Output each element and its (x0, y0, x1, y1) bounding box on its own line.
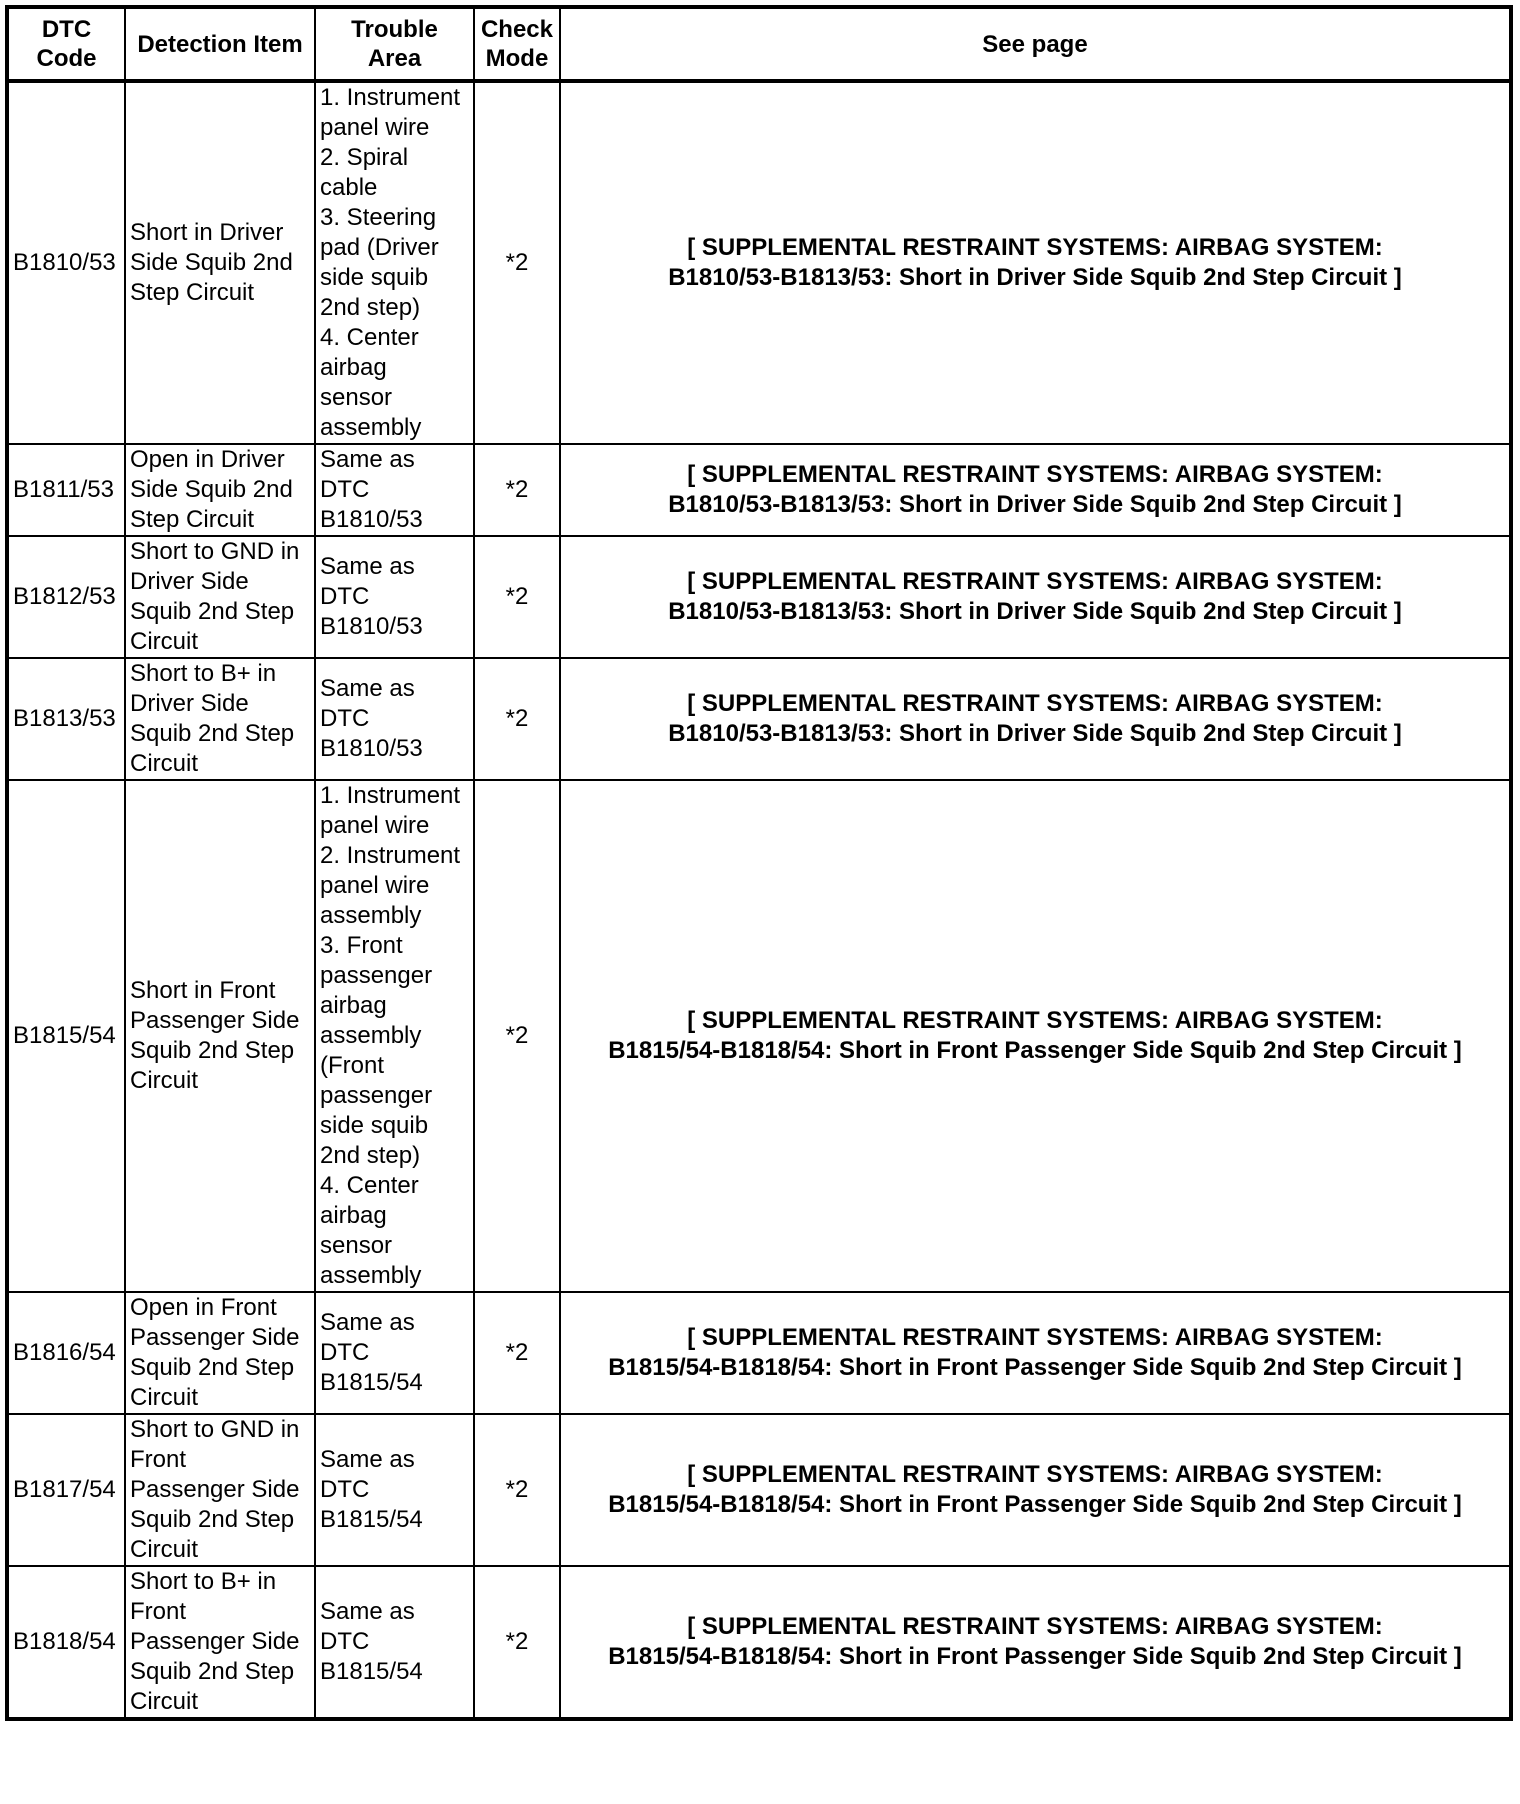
trouble-area-line: DTC (320, 705, 370, 732)
detection-item-line: Squib 2nd Step (130, 1037, 295, 1064)
detection-item-line: Driver Side (130, 690, 249, 717)
trouble-area-cell (315, 1566, 474, 1719)
detection-item-cell (125, 444, 315, 536)
trouble-area-line: pad (Driver (320, 234, 439, 261)
table-row (7, 1566, 1511, 1719)
check-mode-cell: *2 (474, 780, 560, 1292)
detection-item-line: Squib 2nd Step (130, 1658, 295, 1685)
trouble-area-cell (315, 1292, 474, 1414)
trouble-area-line: sensor (320, 384, 393, 411)
trouble-area-line: assembly (320, 1022, 422, 1049)
check-mode-cell: *2 (474, 81, 560, 444)
detection-item-line: Open in Driver (130, 446, 285, 473)
check-mode-cell: *2 (474, 444, 560, 536)
detection-item-line: Side Squib 2nd (130, 249, 293, 276)
trouble-area-line: airbag (320, 1202, 387, 1229)
trouble-area-line: 1. Instrument (320, 782, 461, 809)
detection-item-line: Front (130, 1446, 187, 1473)
table-row (7, 81, 1511, 444)
detection-item-line: Circuit (130, 1384, 199, 1411)
detection-item-cell (125, 1292, 315, 1414)
trouble-area-line: passenger (320, 962, 433, 989)
see-page-reference-line: B1810/53-B1813/53: Short in Driver Side Squib 2nd Step Circuit ] (668, 720, 1402, 747)
detection-item-line: Squib 2nd Step (130, 1354, 295, 1381)
header-check-mode-line: Check (480, 16, 554, 43)
see-page-reference-line: [ SUPPLEMENTAL RESTRAINT SYSTEMS: AIRBAG SYSTEM: (687, 461, 1383, 488)
trouble-area-line: airbag (320, 354, 387, 381)
header-dtc-code-line: Code (36, 45, 97, 72)
dtc-code-cell: B1810/53 (7, 81, 125, 444)
trouble-area-line: Same as (320, 1598, 415, 1625)
detection-item-line: Circuit (130, 628, 199, 655)
trouble-area-line: 4. Center (320, 1172, 419, 1199)
trouble-area-line: DTC (320, 1476, 370, 1503)
header-dtc-code (7, 7, 125, 81)
see-page-reference-line: B1815/54-B1818/54: Short in Front Passenger Side Squib 2nd Step Circuit ] (608, 1491, 1462, 1518)
header-trouble-area-line: Area (367, 45, 422, 72)
trouble-area-line: (Front (320, 1052, 385, 1079)
header-detection-item: Detection Item (125, 7, 315, 81)
detection-item-line: Short in Front (130, 977, 276, 1004)
trouble-area-line: Same as (320, 446, 415, 473)
trouble-area-line: DTC (320, 1339, 370, 1366)
detection-item-line: Squib 2nd Step (130, 598, 295, 625)
trouble-area-line: side squib (320, 1112, 429, 1139)
trouble-area-line: airbag (320, 992, 387, 1019)
trouble-area-line: Same as (320, 1446, 415, 1473)
trouble-area-line: B1810/53 (320, 506, 423, 533)
table-row (7, 1292, 1511, 1414)
see-page-reference-line: [ SUPPLEMENTAL RESTRAINT SYSTEMS: AIRBAG SYSTEM: (687, 1324, 1383, 1351)
trouble-area-line: 4. Center (320, 324, 419, 351)
trouble-area-line: assembly (320, 414, 422, 441)
trouble-area-line: assembly (320, 1262, 422, 1289)
detection-item-line: Step Circuit (130, 506, 255, 533)
trouble-area-line: DTC (320, 1628, 370, 1655)
trouble-area-line: DTC (320, 476, 370, 503)
check-mode-cell: *2 (474, 1414, 560, 1566)
trouble-area-line: B1810/53 (320, 613, 423, 640)
detection-item-cell (125, 1414, 315, 1566)
trouble-area-line: 2. Instrument (320, 842, 461, 869)
detection-item-line: Short in Driver (130, 219, 284, 246)
see-page-reference-line: B1810/53-B1813/53: Short in Driver Side Squib 2nd Step Circuit ] (668, 598, 1402, 625)
detection-item-line: Short to GND in (130, 1416, 300, 1443)
detection-item-line: Circuit (130, 1067, 199, 1094)
table-row (7, 536, 1511, 658)
see-page-reference-line: [ SUPPLEMENTAL RESTRAINT SYSTEMS: AIRBAG SYSTEM: (687, 568, 1383, 595)
trouble-area-line: assembly (320, 902, 422, 929)
see-page-cell (560, 1414, 1511, 1566)
check-mode-cell: *2 (474, 536, 560, 658)
see-page-reference-line: B1810/53-B1813/53: Short in Driver Side Squib 2nd Step Circuit ] (668, 264, 1402, 291)
header-check-mode-line: Mode (485, 45, 549, 72)
trouble-area-line: B1815/54 (320, 1369, 423, 1396)
see-page-cell (560, 780, 1511, 1292)
trouble-area-line: B1815/54 (320, 1658, 423, 1685)
table-row (7, 1414, 1511, 1566)
dtc-code-cell: B1812/53 (7, 536, 125, 658)
trouble-area-line: panel wire (320, 114, 430, 141)
trouble-area-line: B1810/53 (320, 735, 423, 762)
trouble-area-line: panel wire (320, 812, 430, 839)
detection-item-cell (125, 81, 315, 444)
detection-item-line: Open in Front (130, 1294, 277, 1321)
dtc-code-cell: B1816/54 (7, 1292, 125, 1414)
trouble-area-line: Same as (320, 675, 415, 702)
trouble-area-line: cable (320, 174, 378, 201)
trouble-area-line: 1. Instrument (320, 84, 461, 111)
trouble-area-line: 2nd step) (320, 1142, 421, 1169)
detection-item-line: Circuit (130, 1688, 199, 1715)
header-trouble-area (315, 7, 474, 81)
dtc-code-cell: B1815/54 (7, 780, 125, 1292)
trouble-area-cell (315, 444, 474, 536)
detection-item-line: Step Circuit (130, 279, 255, 306)
see-page-cell (560, 536, 1511, 658)
table-body (7, 81, 1511, 1719)
detection-item-line: Circuit (130, 750, 199, 777)
check-mode-cell: *2 (474, 1292, 560, 1414)
detection-item-line: Squib 2nd Step (130, 1506, 295, 1533)
trouble-area-line: passenger (320, 1082, 433, 1109)
dtc-table (5, 5, 1513, 1721)
trouble-area-line: side squib (320, 264, 429, 291)
detection-item-line: Short to B+ in (130, 660, 277, 687)
header-check-mode (474, 7, 560, 81)
trouble-area-line: panel wire (320, 872, 430, 899)
see-page-reference-line: B1815/54-B1818/54: Short in Front Passenger Side Squib 2nd Step Circuit ] (608, 1354, 1462, 1381)
trouble-area-line: 2. Spiral (320, 144, 409, 171)
trouble-area-line: 3. Front (320, 932, 403, 959)
detection-item-line: Passenger Side (130, 1628, 300, 1655)
detection-item-cell (125, 1566, 315, 1719)
trouble-area-cell (315, 536, 474, 658)
trouble-area-line: 2nd step) (320, 294, 421, 321)
detection-item-line: Front (130, 1598, 187, 1625)
see-page-cell (560, 444, 1511, 536)
check-mode-cell: *2 (474, 1566, 560, 1719)
see-page-reference-line: [ SUPPLEMENTAL RESTRAINT SYSTEMS: AIRBAG SYSTEM: (687, 1613, 1383, 1640)
table-row (7, 658, 1511, 780)
trouble-area-cell (315, 81, 474, 444)
header-row (7, 7, 1511, 81)
detection-item-cell (125, 536, 315, 658)
trouble-area-cell (315, 780, 474, 1292)
see-page-cell (560, 658, 1511, 780)
dtc-code-cell: B1811/53 (7, 444, 125, 536)
detection-item-line: Side Squib 2nd (130, 476, 293, 503)
trouble-area-line: B1815/54 (320, 1506, 423, 1533)
see-page-reference-line: B1815/54-B1818/54: Short in Front Passenger Side Squib 2nd Step Circuit ] (608, 1643, 1462, 1670)
dtc-code-cell: B1817/54 (7, 1414, 125, 1566)
detection-item-line: Squib 2nd Step (130, 720, 295, 747)
dtc-code-cell: B1818/54 (7, 1566, 125, 1719)
see-page-cell (560, 1292, 1511, 1414)
header-trouble-area-line: Trouble (351, 16, 438, 43)
see-page-reference-line: B1815/54-B1818/54: Short in Front Passenger Side Squib 2nd Step Circuit ] (608, 1037, 1462, 1064)
see-page-reference-line: B1810/53-B1813/53: Short in Driver Side Squib 2nd Step Circuit ] (668, 491, 1402, 518)
detection-item-cell (125, 780, 315, 1292)
see-page-cell (560, 81, 1511, 444)
see-page-reference-line: [ SUPPLEMENTAL RESTRAINT SYSTEMS: AIRBAG SYSTEM: (687, 1461, 1383, 1488)
trouble-area-line: DTC (320, 583, 370, 610)
detection-item-line: Passenger Side (130, 1324, 300, 1351)
header-see-page: See page (560, 7, 1511, 81)
header-dtc-code-line: DTC (41, 16, 92, 43)
trouble-area-cell (315, 1414, 474, 1566)
check-mode-cell: *2 (474, 658, 560, 780)
detection-item-cell (125, 658, 315, 780)
dtc-code-cell: B1813/53 (7, 658, 125, 780)
trouble-area-cell (315, 658, 474, 780)
see-page-cell (560, 1566, 1511, 1719)
trouble-area-line: Same as (320, 1309, 415, 1336)
see-page-reference-line: [ SUPPLEMENTAL RESTRAINT SYSTEMS: AIRBAG SYSTEM: (687, 1007, 1383, 1034)
see-page-reference-line: [ SUPPLEMENTAL RESTRAINT SYSTEMS: AIRBAG SYSTEM: (687, 690, 1383, 717)
detection-item-line: Short to B+ in (130, 1568, 277, 1595)
detection-item-line: Short to GND in (130, 538, 300, 565)
detection-item-line: Circuit (130, 1536, 199, 1563)
trouble-area-line: sensor (320, 1232, 393, 1259)
see-page-reference-line: [ SUPPLEMENTAL RESTRAINT SYSTEMS: AIRBAG SYSTEM: (687, 234, 1383, 261)
table-row (7, 444, 1511, 536)
trouble-area-line: Same as (320, 553, 415, 580)
trouble-area-line: 3. Steering (320, 204, 437, 231)
table-row (7, 780, 1511, 1292)
detection-item-line: Driver Side (130, 568, 249, 595)
detection-item-line: Passenger Side (130, 1476, 300, 1503)
detection-item-line: Passenger Side (130, 1007, 300, 1034)
